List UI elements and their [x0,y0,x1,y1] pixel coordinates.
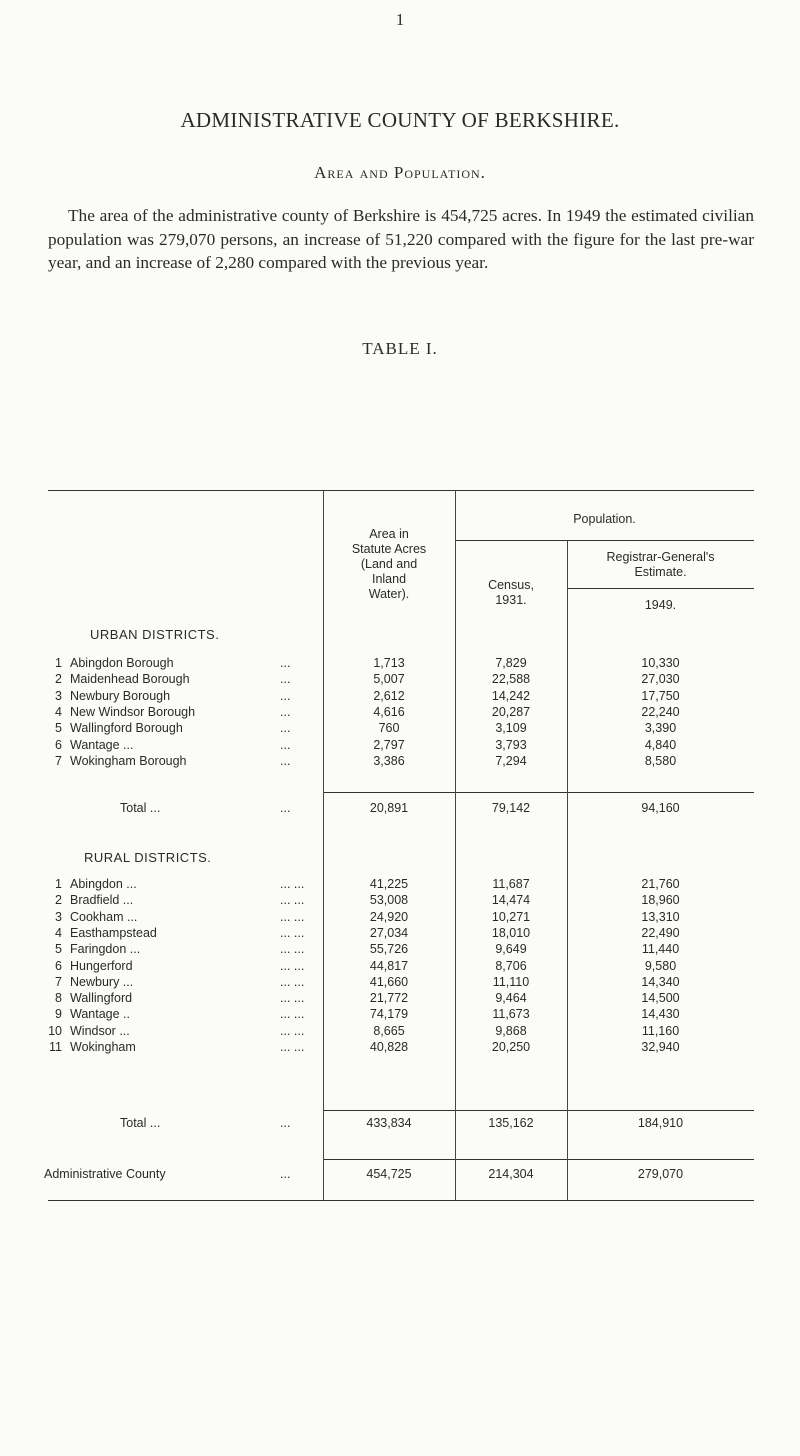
census-value: 20,250 [491,1040,531,1054]
table-row [48,1006,754,1022]
row-number: 2 [55,893,62,908]
population-table [44,0,754,1456]
table-bottom-rule [48,1200,754,1201]
census-value: 3,793 [495,737,527,752]
row-number: 3 [55,909,62,924]
total-area: 433,834 [366,1116,412,1130]
row-number: 5 [55,942,62,957]
estimate-value: 14,340 [641,974,680,989]
district-name: Wantage .. [70,1007,130,1022]
population-rule [455,540,754,541]
estimate-value: 9,580 [644,958,677,973]
census-value: 9,649 [495,942,527,957]
leader-dots: ... [280,753,291,768]
table-row [48,974,754,990]
county-census: 214,304 [488,1167,534,1181]
leader-dots: ... ... [280,974,305,989]
area-value: 44,817 [369,958,409,973]
table-row [48,1039,754,1055]
row-number: 2 [55,672,62,687]
total-census: 79,142 [491,801,531,815]
estimate-value: 8,580 [644,753,677,768]
district-name: Wantage ... [70,737,134,752]
area-value: 8,665 [373,1023,405,1038]
census-value: 11,673 [492,1007,530,1022]
row-number: 1 [55,656,62,670]
district-name: Windsor ... [70,1023,130,1038]
urban-total-row [48,800,754,816]
table-top-rule [48,490,754,491]
rural-total-rule [323,1110,754,1111]
urban-total-rule [323,792,754,793]
header-year: 1949. [644,598,677,612]
area-value: 760 [378,721,400,736]
county-label: Administrative County [44,1167,166,1181]
census-value: 9,868 [495,1023,527,1038]
leader-dots: ... ... [280,893,305,908]
district-name: Wallingford [70,991,133,1006]
row-number: 11 [49,1040,62,1054]
table-row [48,720,754,736]
rural-total-row [48,1115,754,1131]
estimate-value: 22,490 [641,925,680,940]
table-row [48,753,754,769]
table-row [48,671,754,687]
rural-districts-heading: RURAL DISTRICTS. [84,850,212,865]
district-name: Newbury ... [70,974,134,989]
page-number: 1 [395,10,405,29]
row-number: 7 [55,974,62,989]
estimate-value: 21,760 [641,877,680,891]
total-label: Total ... [120,801,161,815]
area-value: 1,713 [373,656,405,670]
census-value: 20,287 [491,704,531,719]
census-value: 10,271 [491,909,531,924]
leader-dots: ... ... [280,1040,305,1054]
estimate-value: 4,840 [644,737,677,752]
district-name: Maidenhead Borough [70,672,190,687]
area-value: 41,225 [369,877,409,891]
total-estimate: 94,160 [641,801,680,815]
table-row [48,655,754,671]
leader-dots: ... [280,656,291,670]
table-row [48,876,754,892]
leader-dots: ... [280,688,291,703]
leader-dots: ... ... [280,877,305,891]
table-row [48,1023,754,1039]
area-value: 2,797 [373,737,405,752]
area-value: 21,772 [369,991,409,1006]
row-number: 5 [55,721,62,736]
section-subtitle: Area and Population. [314,163,486,182]
district-name: Wallingford Borough [70,721,183,736]
estimate-value: 13,310 [641,909,680,924]
total-estimate: 184,910 [637,1116,684,1130]
county-dots: ... [280,1167,291,1181]
row-number: 6 [55,958,62,973]
census-value: 11,687 [492,877,530,891]
area-value: 74,179 [369,1007,409,1022]
table-title: TABLE I. [362,339,438,358]
district-name: Bradfield ... [70,893,134,908]
leader-dots: ... ... [280,958,305,973]
area-value: 3,386 [373,753,405,768]
census-value: 18,010 [491,925,531,940]
row-number: 4 [55,925,62,940]
header-population: Population. [573,512,636,526]
urban-districts-heading: URBAN DISTRICTS. [90,627,220,642]
col-divider-estimate [567,540,568,1200]
total-dots: ... [280,1116,291,1130]
row-number: 10 [48,1023,62,1038]
area-value: 55,726 [369,942,409,957]
leader-dots: ... [280,737,291,752]
leader-dots: ... ... [280,991,305,1006]
estimate-value: 18,960 [641,893,680,908]
area-value: 53,008 [369,893,409,908]
county-area: 454,725 [366,1167,412,1181]
estimate-value: 10,330 [641,656,680,670]
county-total-row [44,1166,754,1182]
area-value: 5,007 [373,672,405,687]
leader-dots: ... ... [280,1023,305,1038]
estimate-value: 27,030 [641,672,680,687]
census-value: 14,242 [491,688,531,703]
header-area: Area in Statute Acres (Land and Inland Water). [351,527,427,601]
total-area: 20,891 [369,801,409,815]
row-number: 4 [55,704,62,719]
district-name: Faringdon ... [70,942,141,957]
row-number: 8 [55,991,62,1006]
area-value: 4,616 [373,704,405,719]
leader-dots: ... ... [280,925,305,940]
header-census: Census, 1931. [488,578,534,607]
district-name: Cookham ... [70,909,138,924]
table-row [48,704,754,720]
estimate-value: 22,240 [641,704,680,719]
estimate-rule [567,588,754,589]
district-name: Newbury Borough [70,688,171,703]
area-value: 41,660 [369,974,409,989]
district-name: Wokingham [70,1040,136,1054]
census-value: 14,474 [491,893,531,908]
leader-dots: ... ... [280,942,305,957]
estimate-value: 11,160 [641,1023,680,1038]
estimate-value: 17,750 [641,688,680,703]
row-number: 9 [55,1007,62,1022]
area-value: 27,034 [369,925,409,940]
row-number: 6 [55,737,62,752]
table-row [48,892,754,908]
estimate-value: 14,430 [641,1007,680,1022]
district-name: Hungerford [70,958,133,973]
district-name: Abingdon ... [70,877,137,891]
total-label: Total ... [120,1116,161,1130]
estimate-value: 11,440 [641,942,680,957]
area-value: 2,612 [373,688,405,703]
estimate-value: 3,390 [644,721,677,736]
leader-dots: ... [280,704,291,719]
census-value: 7,829 [495,656,527,670]
table-row [48,909,754,925]
leader-dots: ... ... [280,909,305,924]
total-census: 135,162 [488,1116,534,1130]
row-number: 7 [55,753,62,768]
district-name: Easthampstead [70,925,157,940]
leader-dots: ... [280,721,291,736]
district-name: Abingdon Borough [70,656,174,670]
document-title: ADMINISTRATIVE COUNTY OF BERKSHIRE. [180,108,620,132]
total-dots: ... [280,801,291,815]
county-total-rule [323,1159,754,1160]
census-value: 22,588 [491,672,531,687]
header-registrar: Registrar-General's Estimate. [606,550,715,579]
district-name: Wokingham Borough [70,753,187,768]
table-row [48,925,754,941]
county-estimate: 279,070 [637,1167,684,1181]
leader-dots: ... [280,672,291,687]
census-value: 3,109 [495,721,527,736]
leader-dots: ... ... [280,1007,305,1022]
estimate-value: 32,940 [641,1040,680,1054]
table-row [48,688,754,704]
district-name: New Windsor Borough [70,704,196,719]
intro-text: The area of the administrative county of Berkshire is 454,725 acres. In 1949 the estimated civilian population was 279,070 persons, an increase of 51,220 compared with the figure for the last pre-war year, and an increase of 2,280 compared with the previous year. [48,206,754,272]
estimate-value: 14,500 [641,991,680,1006]
row-number: 1 [55,877,62,891]
census-value: 11,110 [492,974,530,989]
census-value: 9,464 [495,991,527,1006]
table-row [48,990,754,1006]
census-value: 7,294 [495,753,527,768]
table-row [48,737,754,753]
area-value: 40,828 [369,1040,409,1054]
table-row [48,958,754,974]
row-number: 3 [55,688,62,703]
table-row [48,941,754,957]
census-value: 8,706 [495,958,527,973]
area-value: 24,920 [369,909,409,924]
